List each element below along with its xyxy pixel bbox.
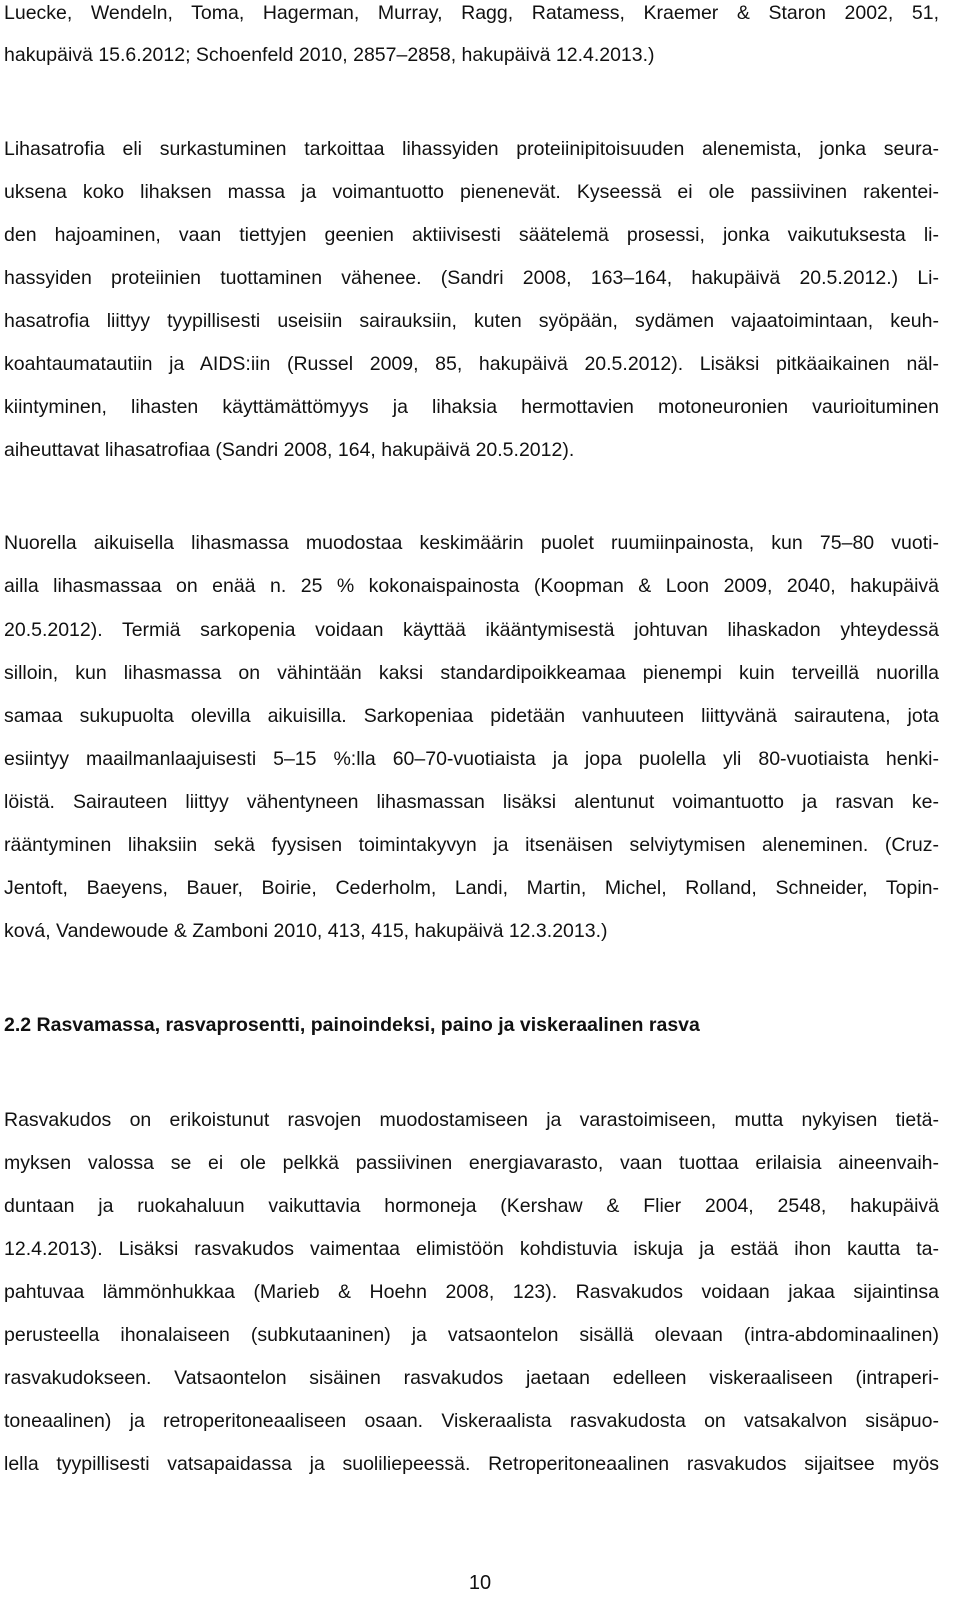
paragraph-line: koahtaumatautiin ja AIDS:iin (Russel 2009, 85, hakupäivä 20.5.2012). Lisäksi pitkäaikainen näl- [4,353,939,375]
paragraph-line: löistä. Sairauteen liittyy vähentyneen lihasmassan lisäksi alentunut voimantuotto ja rasvan ke- [4,791,939,813]
paragraph-line: kiintyminen, lihasten käyttämättömyys ja lihaksia hermottavien motoneuronien vaurioituminen [4,396,939,418]
paragraph-line: rasvakudokseen. Vatsaontelon sisäinen rasvakudos jaetaan edelleen viskeraaliseen (intraperi- [4,1367,939,1389]
paragraph-line: lella tyypillisesti vatsapaidassa ja suoliliepeessä. Retroperitoneaalinen rasvakudos sijaitsee myös [4,1453,939,1475]
paragraph-line: silloin, kun lihasmassa on vähintään kaksi standardipoikkeamaa pienempi kuin terveillä nuorilla [4,662,939,684]
paragraph-line: aiheuttavat lihasatrofiaa (Sandri 2008, 164, hakupäivä 20.5.2012). [4,439,575,461]
paragraph-line: hasatrofia liittyy tyypillisesti useisiin sairauksiin, kuten syöpään, sydämen vajaatoimintaan, keuh- [4,310,939,332]
paragraph-line: den hajoaminen, vaan tiettyjen geenien aktiivisesti säätelemä prosessi, jonka vaikutuksesta li- [4,224,939,246]
paragraph-line: hakupäivä 15.6.2012; Schoenfeld 2010, 2857–2858, hakupäivä 12.4.2013.) [4,44,655,66]
paragraph-line: perusteella ihonalaiseen (subkutaaninen) ja vatsaontelon sisällä olevaan (intra-abdominaalinen) [4,1324,939,1346]
paragraph-line: hassyiden proteiinien tuottaminen vähenee. (Sandri 2008, 163–164, hakupäivä 20.5.2012.) Li- [4,267,939,289]
paragraph-line: 20.5.2012). Termiä sarkopenia voidaan käyttää ikääntymisestä johtuvan lihaskadon yhteydessä [4,619,939,641]
paragraph-line: samaa sukupuolta olevilla aikuisilla. Sarkopeniaa pidetään vanhuuteen liittyvänä sairautena, jota [4,705,939,727]
paragraph-line: duntaan ja ruokahaluun vaikuttavia hormoneja (Kershaw & Flier 2004, 2548, hakupäivä [4,1195,939,1217]
paragraph-line: toneaalinen) ja retroperitoneaaliseen osaan. Viskeraalista rasvakudosta on vatsakalvon sisäpuo- [4,1410,939,1432]
paragraph-line: pahtuvaa lämmönhukkaa (Marieb & Hoehn 2008, 123). Rasvakudos voidaan jakaa sijaintinsa [4,1281,939,1303]
section-heading: 2.2 Rasvamassa, rasvaprosentti, painoindeksi, paino ja viskeraalinen rasva [4,1014,700,1036]
paragraph-line: esiintyy maailmanlaajuisesti 5–15 %:lla 60–70-vuotiaista ja jopa puolella yli 80-vuotiaista henki- [4,748,939,770]
paragraph-line: Lihasatrofia eli surkastuminen tarkoittaa lihassyiden proteiinipitoisuuden alenemista, jonka seura- [4,138,939,160]
paragraph-line: ailla lihasmassaa on enää n. 25 % kokonaispainosta (Koopman & Loon 2009, 2040, hakupäivä [4,575,939,597]
paragraph-line: uksena koko lihaksen massa ja voimantuotto pienenevät. Kyseessä ei ole passiivinen rakentei- [4,181,939,203]
paragraph-line: Jentoft, Baeyens, Bauer, Boirie, Cederholm, Landi, Martin, Michel, Rolland, Schneider, Topin- [4,877,939,899]
paragraph-line: Luecke, Wendeln, Toma, Hagerman, Murray, Ragg, Ratamess, Kraemer & Staron 2002, 51, [4,2,939,24]
paragraph-line: Nuorella aikuisella lihasmassa muodostaa keskimäärin puolet ruumiinpainosta, kun 75–80 vuoti- [4,532,939,554]
paragraph-line: myksen valossa se ei ole pelkkä passiivinen energiavarasto, vaan tuottaa erilaisia aineenvaih- [4,1152,939,1174]
paragraph-line: ková, Vandewoude & Zamboni 2010, 413, 415, hakupäivä 12.3.2013.) [4,920,608,942]
paragraph-line: Rasvakudos on erikoistunut rasvojen muodostamiseen ja varastoimiseen, mutta nykyisen tietä- [4,1109,939,1131]
page-number: 10 [468,1572,492,1594]
paragraph-line: rääntyminen lihaksiin sekä fyysisen toimintakyvyn ja itsenäisen selviytymisen aleneminen. (Cruz- [4,834,939,856]
paragraph-line: 12.4.2013). Lisäksi rasvakudos vaimentaa elimistöön kohdistuvia iskuja ja estää ihon kautta ta- [4,1238,939,1260]
